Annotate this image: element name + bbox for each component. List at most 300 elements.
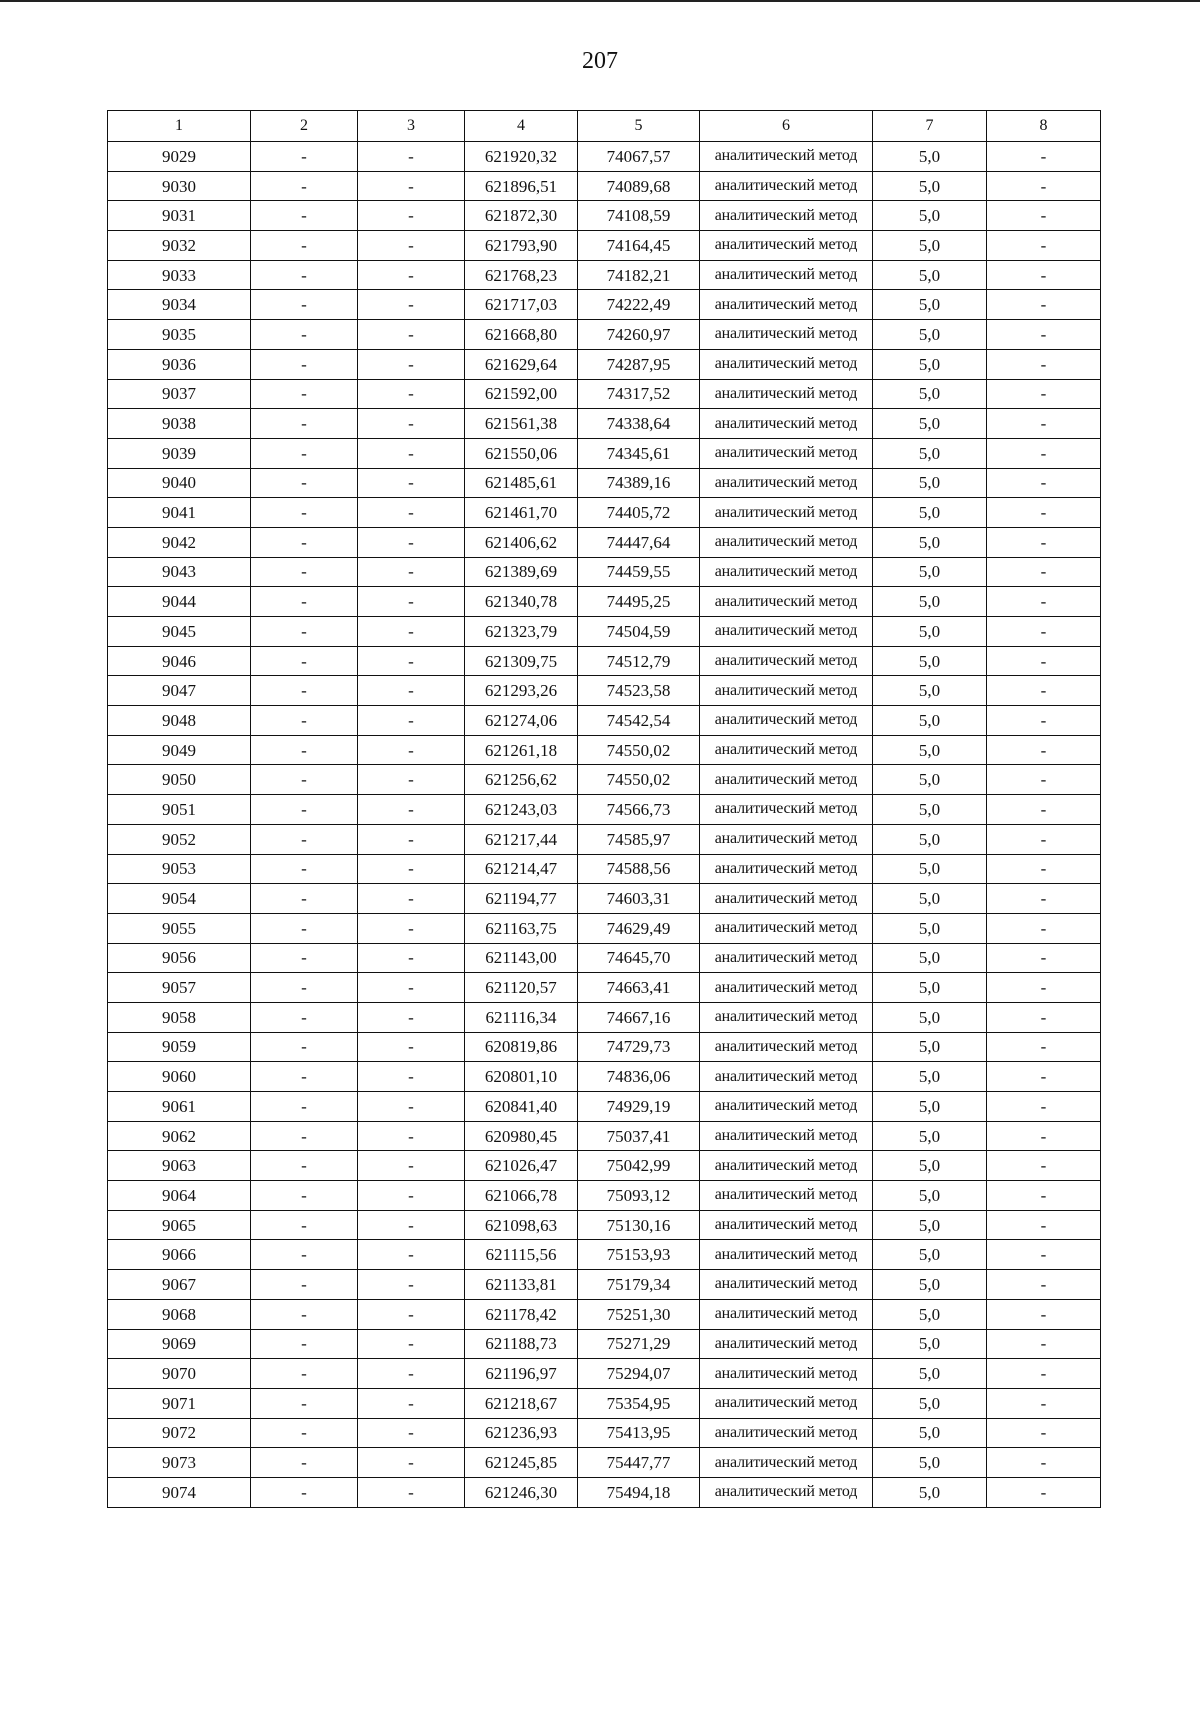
point-number-cell: 9059 [108,1032,251,1062]
method-cell: аналитический метод [700,1270,873,1300]
x-coordinate-cell: 621768,23 [465,260,578,290]
col8-cell: - [987,201,1101,231]
col2-cell: - [251,1151,358,1181]
point-number-cell: 9062 [108,1121,251,1151]
point-number-cell: 9042 [108,527,251,557]
y-coordinate-cell: 74260,97 [578,320,700,350]
col2-cell: - [251,349,358,379]
col2-cell: - [251,1210,358,1240]
table-row [108,587,1101,617]
y-coordinate-cell: 74182,21 [578,260,700,290]
col2-cell: - [251,260,358,290]
col8-cell: - [987,1270,1101,1300]
point-number-cell: 9069 [108,1329,251,1359]
point-number-cell: 9054 [108,884,251,914]
col2-cell: - [251,676,358,706]
point-number-cell: 9047 [108,676,251,706]
accuracy-cell: 5,0 [873,706,987,736]
x-coordinate-cell: 620841,40 [465,1092,578,1122]
col3-cell: - [358,1418,465,1448]
y-coordinate-cell: 74345,61 [578,438,700,468]
col8-cell: - [987,438,1101,468]
col2-cell: - [251,617,358,647]
col2-cell: - [251,1418,358,1448]
column-header-5: 5 [578,111,700,142]
col8-cell: - [987,765,1101,795]
table-row [108,1121,1101,1151]
col3-cell: - [358,884,465,914]
col3-cell: - [358,1388,465,1418]
col2-cell: - [251,468,358,498]
method-cell: аналитический метод [700,142,873,172]
col8-cell: - [987,498,1101,528]
table-row [108,1448,1101,1478]
method-cell: аналитический метод [700,1240,873,1270]
table-row [108,765,1101,795]
col3-cell: - [358,1181,465,1211]
col3-cell: - [358,1477,465,1507]
col3-cell: - [358,527,465,557]
y-coordinate-cell: 75294,07 [578,1359,700,1389]
x-coordinate-cell: 621561,38 [465,409,578,439]
point-number-cell: 9048 [108,706,251,736]
col3-cell: - [358,1240,465,1270]
col2-cell: - [251,735,358,765]
point-number-cell: 9045 [108,617,251,647]
x-coordinate-cell: 621461,70 [465,498,578,528]
y-coordinate-cell: 74287,95 [578,349,700,379]
method-cell: аналитический метод [700,943,873,973]
col2-cell: - [251,1240,358,1270]
table-row [108,379,1101,409]
col3-cell: - [358,231,465,261]
accuracy-cell: 5,0 [873,557,987,587]
method-cell: аналитический метод [700,706,873,736]
table-row [108,1240,1101,1270]
point-number-cell: 9073 [108,1448,251,1478]
x-coordinate-cell: 621485,61 [465,468,578,498]
column-header-1: 1 [108,111,251,142]
col3-cell: - [358,973,465,1003]
x-coordinate-cell: 621261,18 [465,735,578,765]
x-coordinate-cell: 621717,03 [465,290,578,320]
col3-cell: - [358,201,465,231]
accuracy-cell: 5,0 [873,409,987,439]
col8-cell: - [987,824,1101,854]
point-number-cell: 9051 [108,795,251,825]
x-coordinate-cell: 620819,86 [465,1032,578,1062]
table-row [108,438,1101,468]
col3-cell: - [358,379,465,409]
col3-cell: - [358,260,465,290]
col3-cell: - [358,1359,465,1389]
table-row [108,1388,1101,1418]
y-coordinate-cell: 75251,30 [578,1299,700,1329]
col3-cell: - [358,290,465,320]
y-coordinate-cell: 74588,56 [578,854,700,884]
col8-cell: - [987,290,1101,320]
col8-cell: - [987,260,1101,290]
col8-cell: - [987,1092,1101,1122]
point-number-cell: 9071 [108,1388,251,1418]
accuracy-cell: 5,0 [873,646,987,676]
col3-cell: - [358,735,465,765]
method-cell: аналитический метод [700,1418,873,1448]
x-coordinate-cell: 621120,57 [465,973,578,1003]
point-number-cell: 9049 [108,735,251,765]
x-coordinate-cell: 621274,06 [465,706,578,736]
col3-cell: - [358,1270,465,1300]
point-number-cell: 9037 [108,379,251,409]
col2-cell: - [251,1092,358,1122]
method-cell: аналитический метод [700,231,873,261]
point-number-cell: 9066 [108,1240,251,1270]
point-number-cell: 9052 [108,824,251,854]
table-row [108,201,1101,231]
point-number-cell: 9043 [108,557,251,587]
method-cell: аналитический метод [700,973,873,1003]
method-cell: аналитический метод [700,1032,873,1062]
table-row [108,171,1101,201]
col8-cell: - [987,142,1101,172]
method-cell: аналитический метод [700,320,873,350]
col8-cell: - [987,1329,1101,1359]
column-header-2: 2 [251,111,358,142]
method-cell: аналитический метод [700,1181,873,1211]
col3-cell: - [358,706,465,736]
col2-cell: - [251,1477,358,1507]
col3-cell: - [358,498,465,528]
y-coordinate-cell: 74929,19 [578,1092,700,1122]
table-row [108,320,1101,350]
method-cell: аналитический метод [700,1002,873,1032]
col2-cell: - [251,884,358,914]
table-row [108,1092,1101,1122]
col3-cell: - [358,765,465,795]
col3-cell: - [358,617,465,647]
accuracy-cell: 5,0 [873,1388,987,1418]
accuracy-cell: 5,0 [873,320,987,350]
col3-cell: - [358,1032,465,1062]
table-header-row [108,111,1101,142]
col3-cell: - [358,646,465,676]
point-number-cell: 9029 [108,142,251,172]
col3-cell: - [358,468,465,498]
x-coordinate-cell: 621143,00 [465,943,578,973]
col2-cell: - [251,913,358,943]
table-row [108,1062,1101,1092]
method-cell: аналитический метод [700,349,873,379]
x-coordinate-cell: 621406,62 [465,527,578,557]
method-cell: аналитический метод [700,1121,873,1151]
accuracy-cell: 5,0 [873,943,987,973]
method-cell: аналитический метод [700,1448,873,1478]
table-row [108,854,1101,884]
accuracy-cell: 5,0 [873,468,987,498]
accuracy-cell: 5,0 [873,765,987,795]
col8-cell: - [987,1062,1101,1092]
y-coordinate-cell: 74550,02 [578,765,700,795]
col2-cell: - [251,854,358,884]
y-coordinate-cell: 75413,95 [578,1418,700,1448]
accuracy-cell: 5,0 [873,824,987,854]
x-coordinate-cell: 621592,00 [465,379,578,409]
col2-cell: - [251,1032,358,1062]
column-header-8: 8 [987,111,1101,142]
table-row [108,1299,1101,1329]
point-number-cell: 9046 [108,646,251,676]
accuracy-cell: 5,0 [873,884,987,914]
col8-cell: - [987,1210,1101,1240]
table-row [108,1210,1101,1240]
col8-cell: - [987,943,1101,973]
column-header-7: 7 [873,111,987,142]
method-cell: аналитический метод [700,795,873,825]
method-cell: аналитический метод [700,1388,873,1418]
col2-cell: - [251,320,358,350]
col8-cell: - [987,320,1101,350]
point-number-cell: 9050 [108,765,251,795]
y-coordinate-cell: 74645,70 [578,943,700,973]
col8-cell: - [987,646,1101,676]
x-coordinate-cell: 620980,45 [465,1121,578,1151]
y-coordinate-cell: 74089,68 [578,171,700,201]
point-number-cell: 9056 [108,943,251,973]
accuracy-cell: 5,0 [873,1151,987,1181]
method-cell: аналитический метод [700,676,873,706]
method-cell: аналитический метод [700,1062,873,1092]
x-coordinate-cell: 620801,10 [465,1062,578,1092]
table-row [108,824,1101,854]
col3-cell: - [358,913,465,943]
table-row [108,1002,1101,1032]
y-coordinate-cell: 74317,52 [578,379,700,409]
y-coordinate-cell: 74523,58 [578,676,700,706]
y-coordinate-cell: 74512,79 [578,646,700,676]
accuracy-cell: 5,0 [873,676,987,706]
accuracy-cell: 5,0 [873,1210,987,1240]
col2-cell: - [251,943,358,973]
accuracy-cell: 5,0 [873,795,987,825]
y-coordinate-cell: 74603,31 [578,884,700,914]
method-cell: аналитический метод [700,913,873,943]
x-coordinate-cell: 621116,34 [465,1002,578,1032]
y-coordinate-cell: 74495,25 [578,587,700,617]
y-coordinate-cell: 74542,54 [578,706,700,736]
accuracy-cell: 5,0 [873,290,987,320]
table-row [108,1032,1101,1062]
col2-cell: - [251,1062,358,1092]
col3-cell: - [358,557,465,587]
x-coordinate-cell: 621236,93 [465,1418,578,1448]
x-coordinate-cell: 621293,26 [465,676,578,706]
col2-cell: - [251,1388,358,1418]
col8-cell: - [987,1032,1101,1062]
col3-cell: - [358,142,465,172]
method-cell: аналитический метод [700,557,873,587]
x-coordinate-cell: 621163,75 [465,913,578,943]
table-row [108,409,1101,439]
column-header-3: 3 [358,111,465,142]
y-coordinate-cell: 74566,73 [578,795,700,825]
col8-cell: - [987,706,1101,736]
point-number-cell: 9033 [108,260,251,290]
col8-cell: - [987,884,1101,914]
method-cell: аналитический метод [700,1329,873,1359]
point-number-cell: 9063 [108,1151,251,1181]
x-coordinate-cell: 621245,85 [465,1448,578,1478]
col3-cell: - [358,1121,465,1151]
point-number-cell: 9031 [108,201,251,231]
col2-cell: - [251,527,358,557]
col3-cell: - [358,349,465,379]
accuracy-cell: 5,0 [873,379,987,409]
col3-cell: - [358,409,465,439]
accuracy-cell: 5,0 [873,171,987,201]
table-row [108,290,1101,320]
y-coordinate-cell: 74667,16 [578,1002,700,1032]
column-header-6: 6 [700,111,873,142]
accuracy-cell: 5,0 [873,1418,987,1448]
x-coordinate-cell: 621896,51 [465,171,578,201]
point-number-cell: 9072 [108,1418,251,1448]
x-coordinate-cell: 621256,62 [465,765,578,795]
x-coordinate-cell: 621217,44 [465,824,578,854]
y-coordinate-cell: 74629,49 [578,913,700,943]
method-cell: аналитический метод [700,438,873,468]
col2-cell: - [251,498,358,528]
col8-cell: - [987,379,1101,409]
table-row [108,1270,1101,1300]
method-cell: аналитический метод [700,171,873,201]
table-row [108,973,1101,1003]
col8-cell: - [987,676,1101,706]
y-coordinate-cell: 75037,41 [578,1121,700,1151]
col3-cell: - [358,1329,465,1359]
table-row [108,557,1101,587]
method-cell: аналитический метод [700,498,873,528]
col3-cell: - [358,676,465,706]
accuracy-cell: 5,0 [873,1270,987,1300]
col8-cell: - [987,557,1101,587]
table-row [108,260,1101,290]
col2-cell: - [251,824,358,854]
col3-cell: - [358,1092,465,1122]
col3-cell: - [358,1448,465,1478]
method-cell: аналитический метод [700,884,873,914]
col3-cell: - [358,795,465,825]
col3-cell: - [358,824,465,854]
x-coordinate-cell: 621793,90 [465,231,578,261]
accuracy-cell: 5,0 [873,142,987,172]
col2-cell: - [251,1359,358,1389]
accuracy-cell: 5,0 [873,973,987,1003]
col8-cell: - [987,1477,1101,1507]
x-coordinate-cell: 621098,63 [465,1210,578,1240]
accuracy-cell: 5,0 [873,1359,987,1389]
table-row [108,646,1101,676]
table-row [108,913,1101,943]
y-coordinate-cell: 75153,93 [578,1240,700,1270]
point-number-cell: 9034 [108,290,251,320]
col8-cell: - [987,735,1101,765]
accuracy-cell: 5,0 [873,438,987,468]
point-number-cell: 9053 [108,854,251,884]
accuracy-cell: 5,0 [873,1121,987,1151]
table-row [108,706,1101,736]
x-coordinate-cell: 621629,64 [465,349,578,379]
accuracy-cell: 5,0 [873,231,987,261]
accuracy-cell: 5,0 [873,617,987,647]
method-cell: аналитический метод [700,765,873,795]
y-coordinate-cell: 75354,95 [578,1388,700,1418]
y-coordinate-cell: 75447,77 [578,1448,700,1478]
y-coordinate-cell: 74222,49 [578,290,700,320]
col8-cell: - [987,795,1101,825]
x-coordinate-cell: 621188,73 [465,1329,578,1359]
col2-cell: - [251,587,358,617]
table-row [108,617,1101,647]
y-coordinate-cell: 74447,64 [578,527,700,557]
col2-cell: - [251,1121,358,1151]
table-row [108,795,1101,825]
top-border-rule [0,0,1200,2]
accuracy-cell: 5,0 [873,1299,987,1329]
table-row [108,498,1101,528]
col8-cell: - [987,1240,1101,1270]
col8-cell: - [987,973,1101,1003]
col3-cell: - [358,1062,465,1092]
method-cell: аналитический метод [700,1092,873,1122]
table-row [108,349,1101,379]
accuracy-cell: 5,0 [873,1329,987,1359]
accuracy-cell: 5,0 [873,349,987,379]
col2-cell: - [251,290,358,320]
col2-cell: - [251,557,358,587]
col2-cell: - [251,646,358,676]
x-coordinate-cell: 621668,80 [465,320,578,350]
point-number-cell: 9035 [108,320,251,350]
method-cell: аналитический метод [700,735,873,765]
point-number-cell: 9061 [108,1092,251,1122]
col3-cell: - [358,171,465,201]
col2-cell: - [251,1448,358,1478]
x-coordinate-cell: 621550,06 [465,438,578,468]
col2-cell: - [251,1002,358,1032]
y-coordinate-cell: 74108,59 [578,201,700,231]
col2-cell: - [251,1270,358,1300]
point-number-cell: 9074 [108,1477,251,1507]
point-number-cell: 9030 [108,171,251,201]
accuracy-cell: 5,0 [873,1092,987,1122]
col8-cell: - [987,587,1101,617]
col8-cell: - [987,1359,1101,1389]
x-coordinate-cell: 621196,97 [465,1359,578,1389]
accuracy-cell: 5,0 [873,260,987,290]
col3-cell: - [358,587,465,617]
point-number-cell: 9041 [108,498,251,528]
point-number-cell: 9057 [108,973,251,1003]
method-cell: аналитический метод [700,409,873,439]
col2-cell: - [251,973,358,1003]
x-coordinate-cell: 621309,75 [465,646,578,676]
x-coordinate-cell: 621246,30 [465,1477,578,1507]
col8-cell: - [987,1151,1101,1181]
col2-cell: - [251,201,358,231]
x-coordinate-cell: 621214,47 [465,854,578,884]
table-row [108,1359,1101,1389]
accuracy-cell: 5,0 [873,1062,987,1092]
